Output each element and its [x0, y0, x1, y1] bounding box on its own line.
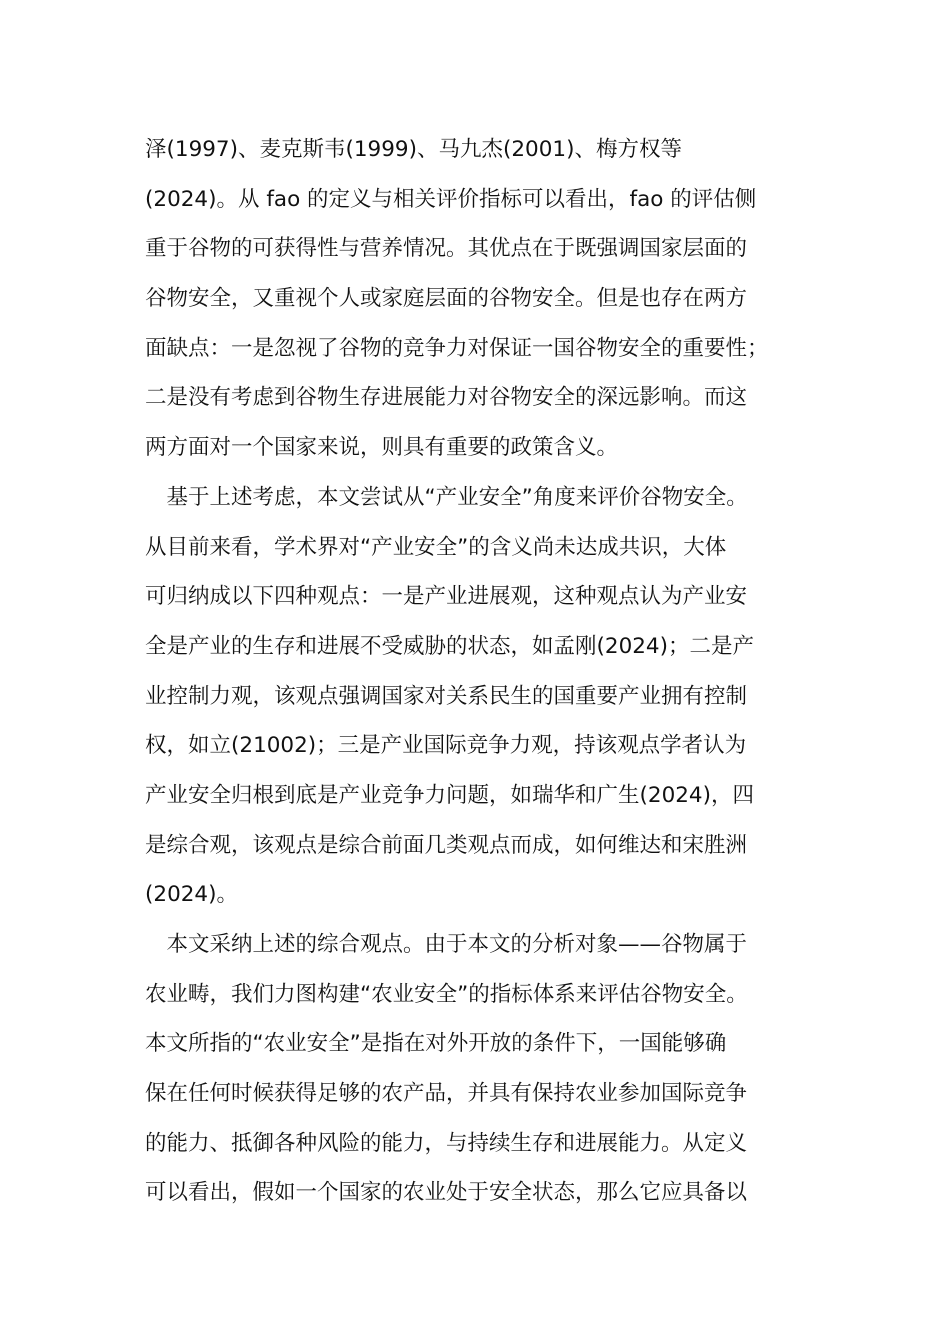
text-line: 从目前来看，学术界对“产业安全”的含义尚未达成共识，大体 [145, 534, 727, 560]
text-line: 本文采纳上述的综合观点。由于本文的分析对象——谷物属于 [145, 932, 748, 957]
text-line: (2024)。 [145, 882, 238, 908]
text-line: 全是产业的生存和进展不受威胁的状态，如孟刚(2024)；二是产 [145, 633, 754, 659]
document-page [145, 125, 785, 1218]
text-line: (2024)。从 fao 的定义与相关评价指标可以看出，fao 的评估侧 [145, 186, 757, 212]
text-line: 是综合观，该观点是综合前面几类观点而成，如何维达和宋胜洲 [145, 832, 748, 858]
text-line: 农业畴，我们力图构建“农业安全”的指标体系来评估谷物安全。 [145, 981, 748, 1007]
text-line: 本文所指的“农业安全”是指在对外开放的条件下，一国能够确 [145, 1031, 727, 1057]
text-line: 二是没有考虑到谷物生存进展能力对谷物安全的深远影响。而这 [145, 385, 748, 411]
text-line: 保在任何时候获得足够的农产品，并具有保持农业参加国际竞争 [145, 1081, 748, 1107]
text-line: 可归纳成以下四种观点：一是产业进展观，这种观点认为产业安 [145, 584, 748, 610]
text-line: 业控制力观，该观点强调国家对关系民生的国重要产业拥有控制 [145, 683, 748, 709]
text-line: 面缺点：一是忽视了谷物的竞争力对保证一国谷物安全的重要性； [145, 335, 769, 361]
text-line: 泽(1997)、麦克斯韦(1999)、马九杰(2001)、梅方权等 [145, 137, 682, 162]
text-line: 两方面对一个国家来说，则具有重要的政策含义。 [145, 435, 619, 461]
paragraph-2 [145, 473, 785, 920]
text-line: 可以看出，假如一个国家的农业处于安全状态，那么它应具备以 [145, 1180, 748, 1206]
text-line: 的能力、抵御各种风险的能力，与持续生存和进展能力。从定义 [145, 1130, 748, 1156]
text-line: 权，如立(21002)；三是产业国际竞争力观，持该观点学者认为 [145, 733, 747, 759]
text-line: 谷物安全，又重视个人或家庭层面的谷物安全。但是也存在两方 [145, 286, 748, 312]
paragraph-1 [145, 125, 785, 473]
text-line: 重于谷物的可获得性与营养情况。其优点在于既强调国家层面的 [145, 236, 748, 262]
paragraph-3 [145, 920, 785, 1218]
text-line: 产业安全归根到底是产业竞争力问题，如瑞华和广生(2024)，四 [145, 782, 754, 808]
text-line: 基于上述考虑，本文尝试从“产业安全”角度来评价谷物安全。 [145, 484, 748, 510]
